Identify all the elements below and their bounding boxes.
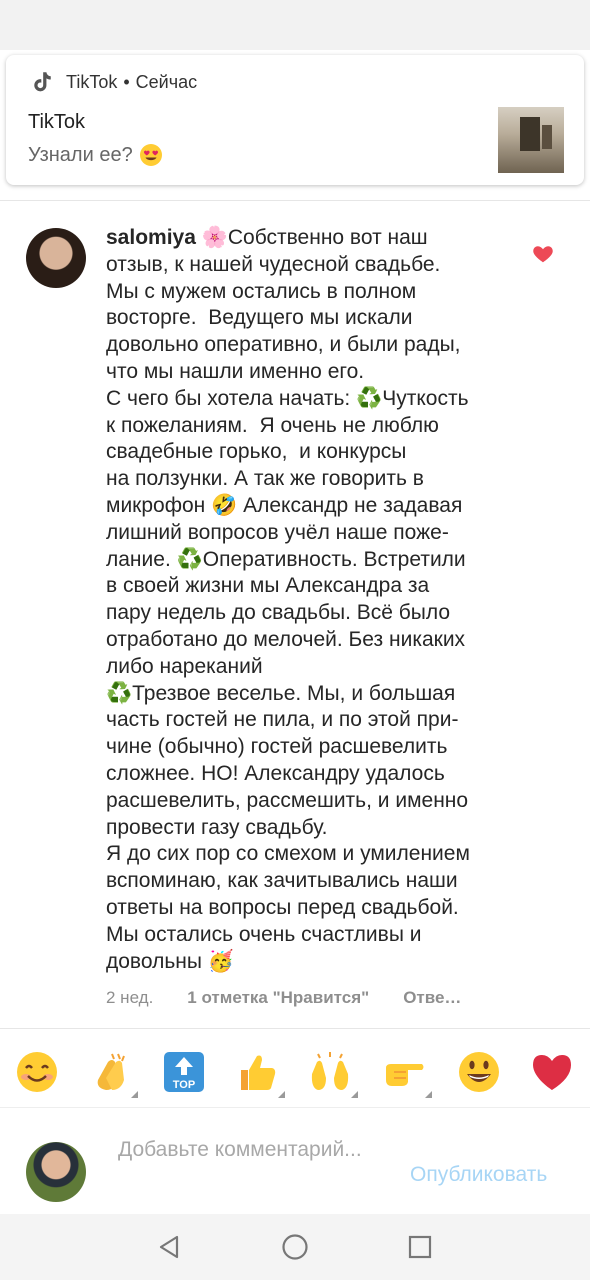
thumbs-up-icon bbox=[235, 1050, 279, 1094]
thumbnail-shape bbox=[520, 117, 540, 151]
publish-button[interactable]: Опубликовать bbox=[410, 1163, 548, 1186]
clapping-hands-emoji[interactable] bbox=[86, 1048, 134, 1096]
comment-likes-count[interactable]: 1 отметка "Нравится" bbox=[187, 988, 370, 1007]
notification-header bbox=[28, 69, 197, 95]
thumbs-up-emoji[interactable] bbox=[233, 1048, 281, 1096]
variant-indicator bbox=[131, 1091, 138, 1098]
notification-body: Узнали ее? bbox=[28, 143, 133, 166]
status-bar bbox=[0, 0, 590, 50]
grinning-face-icon bbox=[457, 1050, 501, 1094]
clapping-hands-icon bbox=[88, 1050, 132, 1094]
smiling-face-emoji[interactable] bbox=[13, 1048, 61, 1096]
system-navigation-bar bbox=[0, 1214, 590, 1280]
grinning-face-emoji[interactable] bbox=[455, 1048, 503, 1096]
top-arrow-emoji[interactable] bbox=[160, 1048, 208, 1096]
divider bbox=[0, 200, 590, 201]
home-button[interactable] bbox=[280, 1232, 310, 1262]
home-circle-icon bbox=[281, 1233, 309, 1261]
comment-meta bbox=[106, 986, 526, 1010]
recents-button[interactable] bbox=[405, 1232, 435, 1262]
notification-time: Сейчас bbox=[135, 71, 198, 92]
comment-composer bbox=[0, 1110, 590, 1214]
divider bbox=[0, 1107, 590, 1108]
comment-input[interactable]: Добавьте комментарий... bbox=[118, 1138, 362, 1161]
thumbnail-shape bbox=[542, 125, 552, 149]
variant-indicator bbox=[351, 1091, 358, 1098]
notification-thumbnail[interactable] bbox=[498, 107, 564, 173]
svg-text:TOP: TOP bbox=[172, 1079, 196, 1091]
tiktok-logo-icon bbox=[28, 69, 54, 95]
reply-button[interactable]: Отве… bbox=[403, 988, 462, 1007]
pointing-right-icon bbox=[382, 1050, 426, 1094]
comment-text bbox=[106, 225, 514, 975]
quick-emoji-bar bbox=[0, 1040, 590, 1100]
commenter-avatar[interactable] bbox=[26, 228, 86, 288]
back-triangle-icon bbox=[156, 1234, 182, 1260]
pointing-right-emoji[interactable] bbox=[380, 1048, 428, 1096]
liked-heart-icon[interactable] bbox=[532, 243, 554, 265]
top-arrow-icon bbox=[162, 1050, 206, 1094]
raising-hands-icon bbox=[308, 1050, 352, 1094]
current-user-avatar bbox=[26, 1142, 86, 1202]
notification-title: TikTok bbox=[28, 111, 86, 133]
variant-indicator bbox=[425, 1091, 432, 1098]
back-button[interactable] bbox=[154, 1232, 184, 1262]
notification-app-name: TikTok bbox=[66, 71, 118, 92]
raising-hands-emoji[interactable] bbox=[306, 1048, 354, 1096]
comment-time: 2 нед. bbox=[106, 988, 154, 1007]
divider bbox=[0, 1028, 590, 1029]
red-heart-icon bbox=[530, 1050, 574, 1094]
red-heart-emoji[interactable] bbox=[528, 1048, 576, 1096]
smiling-face-icon bbox=[15, 1050, 59, 1094]
notification-separator: • bbox=[123, 71, 130, 92]
notification-body-row bbox=[28, 143, 163, 167]
variant-indicator bbox=[278, 1091, 285, 1098]
recents-square-icon bbox=[407, 1234, 433, 1260]
comment-body: 🌸Собственно вот наш отзыв, к нашей чудесной свадьбе. Мы с мужем остались в полном восторге. Ведущего мы искали довольно оперативно, и были рады, что мы нашли именно его. С чего бы хотела начать: ♻️Чуткость к пожеланиям. Я очень не люблю свадебные горько, и конкурсы на ползунки. А так же говорить в микрофон 🤣 Александр не задавая лишний вопросов учёл наше поже- лание. ♻️Оперативность. Встретили в своей жизни мы Александра за пару недель до свадьбы. Всё было отработано до мелочей. Без никаких либо нареканий ♻️Трезвое веселье. Мы, и большая часть гостей не пила, и по этой при- чине (обычно) гостей расшевелить сложнее. НО! Александру удалось расшевелить, рассмешить, и именно провести газу свадьбу. Я до сих пор со смехом и умилением вспоминаю, как зачитывались наши ответы на вопросы перед свадьбой. Мы остались очень счастливы и довольны 🥳 bbox=[106, 226, 470, 973]
comment-username[interactable]: salomiya bbox=[106, 226, 196, 249]
smiling-face-with-heart-eyes-icon bbox=[139, 143, 163, 167]
notification-card[interactable] bbox=[6, 55, 584, 185]
